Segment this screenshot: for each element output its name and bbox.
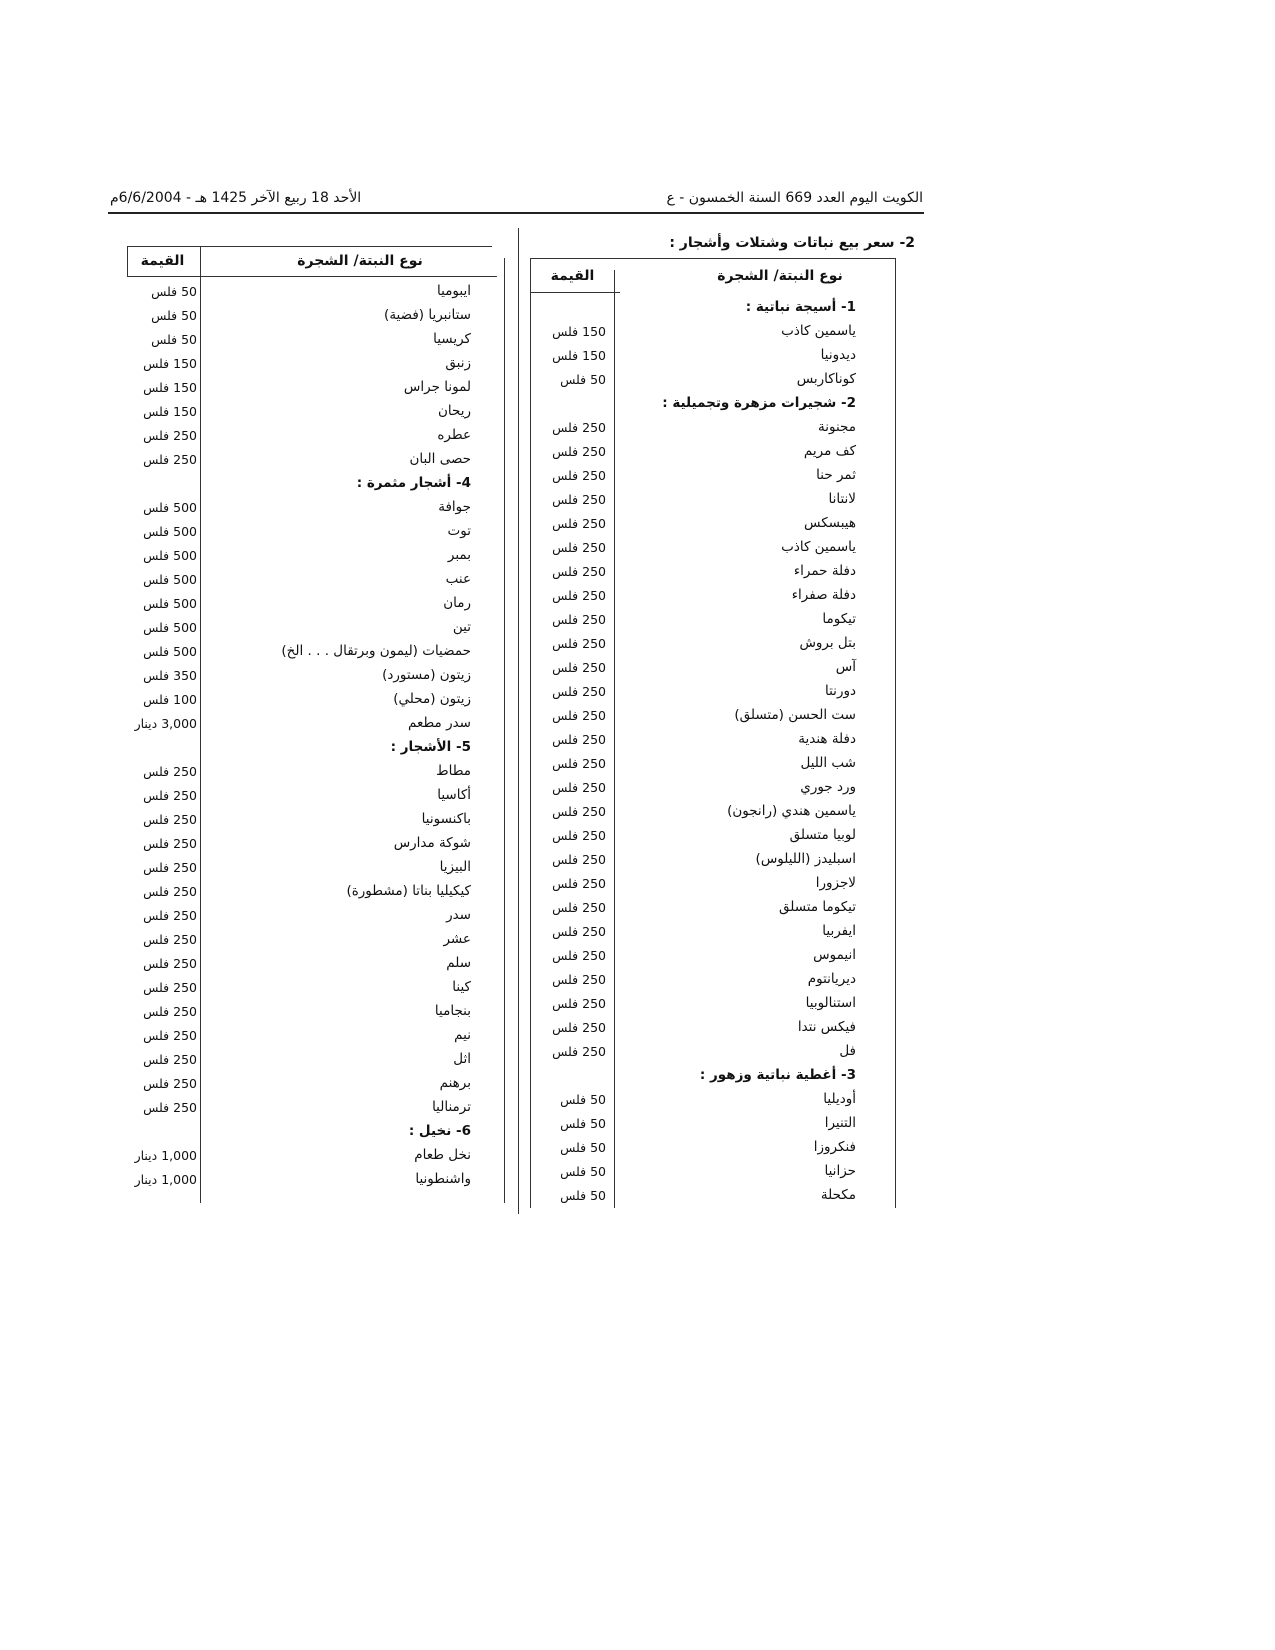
price-value: 500 فلس [143,620,197,635]
table-row [127,328,497,352]
price-value: 250 فلس [552,468,606,483]
table-row [530,872,892,896]
table-row [530,512,892,536]
table-row [127,376,497,400]
price-value: 250 فلس [552,492,606,507]
price-value: 250 فلس [143,1076,197,1091]
table-row [127,952,497,976]
price-value: 250 فلس [552,660,606,675]
table-row [127,856,497,880]
plant-name: ايفربيا [822,923,856,939]
plant-name: كريسيا [433,331,471,347]
price-value: 250 فلس [552,420,606,435]
table-row [530,608,892,632]
category-heading: 5- الأشجار : [390,739,471,755]
table-row [530,1160,892,1184]
plant-name: لمونا جراس [403,379,471,395]
plant-name: رمان [443,595,471,611]
plant-name: تيكوما متسلق [779,899,856,915]
plant-name: لاجزورا [815,875,856,891]
plant-name: مجنونة [818,419,856,435]
plant-name: ياسمين كاذب [781,323,856,339]
table-top-rule [200,246,492,247]
table-row [127,448,497,472]
plant-name: فل [839,1043,856,1059]
price-value: 250 فلس [143,860,197,875]
plant-name: شب الليل [800,755,856,771]
price-value: 250 فلس [552,588,606,603]
table-row [127,1144,497,1168]
price-value: 250 فلس [552,684,606,699]
table-row [530,680,892,704]
plant-name: شوكة مدارس [393,835,471,851]
price-value: 250 فلس [552,852,606,867]
price-value: 50 فلس [560,1116,606,1131]
table-row [127,784,497,808]
price-value: 250 فلس [552,972,606,987]
plant-name: أكاسيا [437,787,471,803]
price-value: 100 فلس [143,692,197,707]
plant-name: عشر [443,931,471,947]
plant-name: زيتون (محلي) [393,691,471,707]
price-value: 500 فلس [143,548,197,563]
plant-name: بمبر [447,547,471,563]
plant-name: زيتون (مستورد) [382,667,471,683]
plant-name: ترمناليا [432,1099,471,1115]
table-row [530,1136,892,1160]
plant-name: حمضيات (ليمون وبرتقال . . . الخ) [281,643,471,659]
plant-name: دفلة صفراء [791,587,856,603]
price-value: 500 فلس [143,524,197,539]
price-value: 1,000 دينار [134,1148,197,1163]
price-value: 250 فلس [552,1020,606,1035]
plant-name: سلم [446,955,471,971]
plant-name: البيزيا [439,859,471,875]
price-value: 250 فلس [143,1028,197,1043]
plant-name: استنالوبيا [805,995,856,1011]
table-row [530,728,892,752]
price-value: 3,000 دينار [134,716,197,731]
table-row [530,296,892,320]
price-value: 50 فلس [560,1164,606,1179]
table-row [127,424,497,448]
plant-name: نخل طعام [414,1147,471,1163]
table-row [530,464,892,488]
table-row [127,904,497,928]
price-value: 250 فلس [552,924,606,939]
table-row [127,304,497,328]
value-column-header: القيمة [140,253,185,269]
price-value: 150 فلس [143,404,197,419]
table-header-underline [127,276,497,277]
price-value: 250 فلس [552,564,606,579]
price-value: 150 فلس [143,380,197,395]
section-title: 2- سعر بيع نباتات وشتلات وأشجار : [669,235,915,251]
table-row [530,392,892,416]
table-row [127,928,497,952]
price-value: 250 فلس [143,788,197,803]
table-row [127,1072,497,1096]
price-value: 50 فلس [560,1140,606,1155]
table-row [530,1064,892,1088]
name-column-header: نوع النبتة/ الشجرة [717,268,843,284]
table-right-border [895,258,896,1208]
left-table-rows [127,280,497,1192]
table-row [530,1016,892,1040]
price-value: 250 فلس [143,980,197,995]
plant-name: ست الحسن (متسلق) [734,707,856,723]
price-value: 50 فلس [151,308,197,323]
price-value: 250 فلس [552,876,606,891]
price-value: 50 فلس [151,284,197,299]
price-value: 250 فلس [143,908,197,923]
plant-name: سدر مطعم [407,715,471,731]
price-value: 250 فلس [143,956,197,971]
table-row [127,712,497,736]
table-row [127,280,497,304]
table-row [530,824,892,848]
plant-name: كوناكاربس [796,371,856,387]
price-value: 250 فلس [143,428,197,443]
table-row [127,664,497,688]
plant-name: تيكوما [822,611,856,627]
category-heading: 1- أسيجة نباتية : [745,299,856,315]
plant-name: ثمر حنا [816,467,856,483]
table-header-rule [127,246,200,247]
plant-name: آس [835,659,856,675]
table-row [530,656,892,680]
plant-name: لانتانا [828,491,856,507]
price-value: 250 فلس [552,948,606,963]
table-top-rule [530,258,896,259]
price-value: 250 فلس [552,756,606,771]
table-row [530,320,892,344]
plant-name: جوافة [438,499,471,515]
table-row [530,776,892,800]
price-value: 250 فلس [143,1100,197,1115]
table-row [530,1184,892,1208]
value-column-header: القيمة [550,268,595,284]
table-row [127,760,497,784]
price-value: 500 فلس [143,500,197,515]
price-value: 250 فلس [143,884,197,899]
plant-name: ياسمين كاذب [781,539,856,555]
plant-name: ستانبريا (فضية) [384,307,471,323]
table-row [127,496,497,520]
table-row [530,488,892,512]
plant-name: لوبيا متسلق [789,827,856,843]
table-row [127,808,497,832]
table-row [127,832,497,856]
table-row [530,944,892,968]
column-divider [518,228,519,1214]
category-heading: 3- أغطية نباتية وزهور : [699,1067,856,1083]
price-value: 500 فلس [143,596,197,611]
table-row [530,344,892,368]
plant-name: واشنطونيا [415,1171,471,1187]
table-left-border [127,246,128,276]
plant-name: دورنتا [825,683,856,699]
price-value: 250 فلس [552,636,606,651]
category-heading: 4- أشجار مثمرة : [356,475,471,491]
plant-name: برهنم [439,1075,471,1091]
table-row [530,896,892,920]
plant-name: سدر [446,907,471,923]
plant-name: دفلة هندية [798,731,856,747]
table-row [530,752,892,776]
price-value: 250 فلس [143,1052,197,1067]
plant-name: دفلة حمراء [793,563,856,579]
plant-name: ريحان [437,403,471,419]
table-header-rule [530,292,620,293]
name-column-header: نوع النبتة/ الشجرة [297,253,423,269]
table-row [530,704,892,728]
table-row [127,544,497,568]
price-value: 250 فلس [143,812,197,827]
table-row [530,368,892,392]
plant-name: مطاط [436,763,471,779]
price-value: 50 فلس [560,1092,606,1107]
price-value: 250 فلس [552,540,606,555]
table-row [127,640,497,664]
plant-name: حصى البان [409,451,471,467]
price-value: 1,000 دينار [134,1172,197,1187]
plant-name: أوديليا [823,1091,856,1107]
table-row [127,1096,497,1120]
table-row [127,1168,497,1192]
plant-name: كينا [452,979,471,995]
plant-name: تين [452,619,471,635]
plant-name: عنب [445,571,471,587]
table-row [127,400,497,424]
plant-name: مكحلة [820,1187,856,1203]
table-row [127,976,497,1000]
table-row [127,568,497,592]
price-value: 250 فلس [552,900,606,915]
plant-name: توت [447,523,471,539]
plant-name: ورد جوري [800,779,856,795]
plant-name: عطره [437,427,471,443]
header-right-text: الكويت اليوم العدد 669 السنة الخمسون - ع [666,190,923,206]
category-heading: 2- شجيرات مزهرة وتجميلية : [662,395,856,411]
table-row [530,992,892,1016]
plant-name: ايبوميا [437,283,471,299]
price-value: 50 فلس [560,372,606,387]
plant-name: ديدونيا [820,347,856,363]
table-right-border [504,258,505,1203]
price-value: 500 فلس [143,572,197,587]
table-row [530,920,892,944]
price-value: 150 فلس [552,348,606,363]
price-value: 250 فلس [143,1004,197,1019]
table-row [127,1024,497,1048]
table-row [127,592,497,616]
plant-name: اسبليدز (الليلوس) [755,851,856,867]
plant-name: بنجاميا [434,1003,471,1019]
plant-name: التنيرا [824,1115,856,1131]
plant-name: فنكروزا [813,1139,856,1155]
table-row [127,1120,497,1144]
price-value: 250 فلس [552,516,606,531]
price-value: 250 فلس [552,804,606,819]
price-value: 250 فلس [552,780,606,795]
price-value: 250 فلس [552,828,606,843]
plant-name: هيبسكس [804,515,856,531]
table-row [530,968,892,992]
price-value: 250 فلس [552,996,606,1011]
plant-name: ديريانتوم [807,971,856,987]
price-value: 250 فلس [143,836,197,851]
plant-name: اثل [453,1051,471,1067]
price-value: 250 فلس [143,452,197,467]
price-value: 250 فلس [552,708,606,723]
plant-name: بتل بروش [799,635,856,651]
price-value: 350 فلس [143,668,197,683]
table-row [530,1088,892,1112]
right-table-rows [530,296,892,1208]
table-row [127,1000,497,1024]
table-row [127,616,497,640]
price-value: 50 فلس [560,1188,606,1203]
price-value: 250 فلس [552,612,606,627]
price-value: 250 فلس [143,764,197,779]
price-value: 50 فلس [151,332,197,347]
table-row [127,352,497,376]
price-value: 250 فلس [143,932,197,947]
table-row [530,1040,892,1064]
table-row [127,520,497,544]
plant-name: ياسمين هندي (رانجون) [727,803,856,819]
plant-name: انيموس [813,947,856,963]
table-row [530,536,892,560]
price-value: 150 فلس [143,356,197,371]
price-value: 150 فلس [552,324,606,339]
plant-name: زنبق [445,355,471,371]
plant-name: حزانيا [824,1163,856,1179]
header-left-text: الأحد 18 ربيع الآخر 1425 هـ - 6/6/2004م [110,190,362,206]
plant-name: كيكيليا بناتا (مشطورة) [346,883,471,899]
price-value: 500 فلس [143,644,197,659]
table-row [530,800,892,824]
table-row [127,736,497,760]
table-row [127,688,497,712]
table-row [530,1112,892,1136]
table-row [127,1048,497,1072]
table-row [530,632,892,656]
table-row [530,848,892,872]
plant-name: باكنسونيا [421,811,471,827]
plant-name: فيكس نتدا [797,1019,856,1035]
price-value: 250 فلس [552,444,606,459]
table-row [530,440,892,464]
table-row [530,584,892,608]
category-heading: 6- نخيل : [408,1123,471,1139]
table-row [127,472,497,496]
header-rule [108,212,924,214]
table-row [530,416,892,440]
price-value: 250 فلس [552,732,606,747]
plant-name: نيم [454,1027,471,1043]
table-row [127,880,497,904]
table-row [530,560,892,584]
plant-name: كف مريم [803,443,856,459]
price-value: 250 فلس [552,1044,606,1059]
